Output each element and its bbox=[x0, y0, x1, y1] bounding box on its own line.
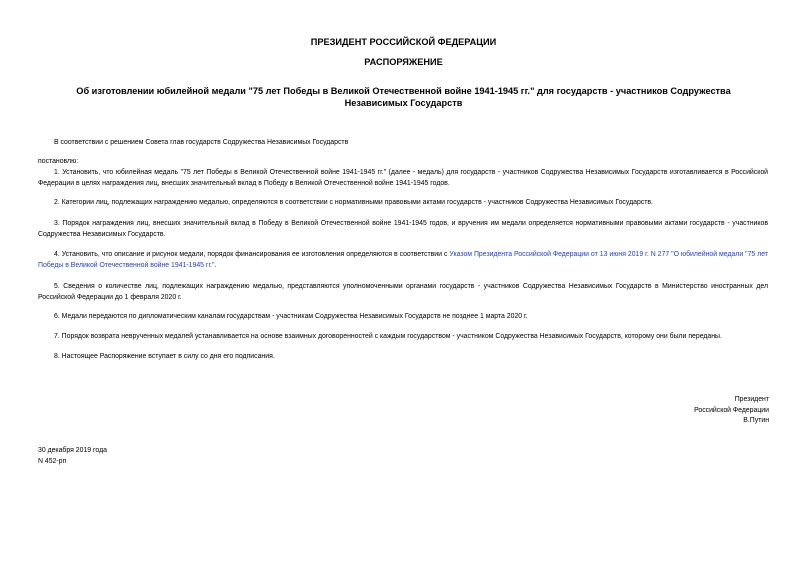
preamble-text: В соответствии с решением Совета глав государств Содружества Независимых Государств bbox=[54, 139, 349, 146]
item-3: 3. Порядок награждения лиц, внесших значительный вклад в Победу в Великой Отечественной войне 1941-1945 годов, и вручения им медали определяется нормативными правовыми актами государств - участников Содружества Независимых Государств. bbox=[38, 220, 768, 238]
document-title: Об изготовлении юбилейной медали "75 лет Победы в Великой Отечественной войне 1941-1945 гг." для государств - участников Содружества Независимых Государств bbox=[76, 86, 731, 108]
item-8: 8. Настоящее Распоряжение вступает в силу со дня его подписания. bbox=[54, 353, 275, 360]
decree-277-link[interactable]: Указом Президента Российской Федерации от 13 июня 2019 г. N 277 "О юбилейной медали "75 лет Победы в Великой Отечественной войне 1941-1945 гг." bbox=[38, 251, 768, 269]
item-4-text-before: 4. Установить, что описание и рисунок медали, порядок финансирования ее изготовления определяются в соответствии с bbox=[54, 251, 450, 258]
signature-title: Президент bbox=[734, 396, 769, 403]
document-number: N 452-рп bbox=[38, 457, 67, 465]
item-6: 6. Медали передаются по дипломатическим каналам государствам - участникам Содружества Независимых Государств не позднее 1 марта 2020 г. bbox=[54, 313, 528, 320]
signature-block bbox=[694, 395, 769, 427]
document-footer bbox=[38, 446, 107, 467]
decree-word: постановлю: bbox=[38, 158, 79, 165]
item-5: 5. Сведения о количестве лиц, подлежащих награждению медалью, представляются уполномоченными органами государств - участников Содружества Независимых Государств в Министерство иностранных дел Российской Федерации до 1 февраля 2020 г. bbox=[38, 283, 768, 301]
signature-name: В.Путин bbox=[743, 417, 769, 425]
item-2: 2. Категории лиц, подлежащих награждению медалью, определяются в соответствии с нормативными правовыми актами государств - участников Содружества Независимых Государств. bbox=[54, 199, 653, 206]
document-type-heading: РАСПОРЯЖЕНИЕ bbox=[364, 57, 443, 67]
item-7: 7. Порядок возврата неврученных медалей устанавливается на основе взаимных договоренностей с каждым государством - участником Содружества Независимых Государств, которому они были переданы. bbox=[54, 333, 722, 340]
signature-country: Российской Федерации bbox=[694, 406, 769, 414]
document-date: 30 декабря 2019 года bbox=[38, 447, 107, 454]
item-4-text-after: . bbox=[214, 261, 217, 269]
issuing-authority-heading: ПРЕЗИДЕНТ РОССИЙСКОЙ ФЕДЕРАЦИИ bbox=[310, 37, 497, 47]
item-1: 1. Установить, что юбилейная медаль "75 лет Победы в Великой Отечественной войне 1941-1945 гг." (далее - медаль) для государств - участников Содружества Независимых Государств изготавливается в Российской Федерации в целях награждения лиц, внесших значительный вклад в Победу в Великой Отечественной войне 1941-1945 годов. bbox=[38, 169, 768, 187]
item-4 bbox=[38, 250, 768, 271]
